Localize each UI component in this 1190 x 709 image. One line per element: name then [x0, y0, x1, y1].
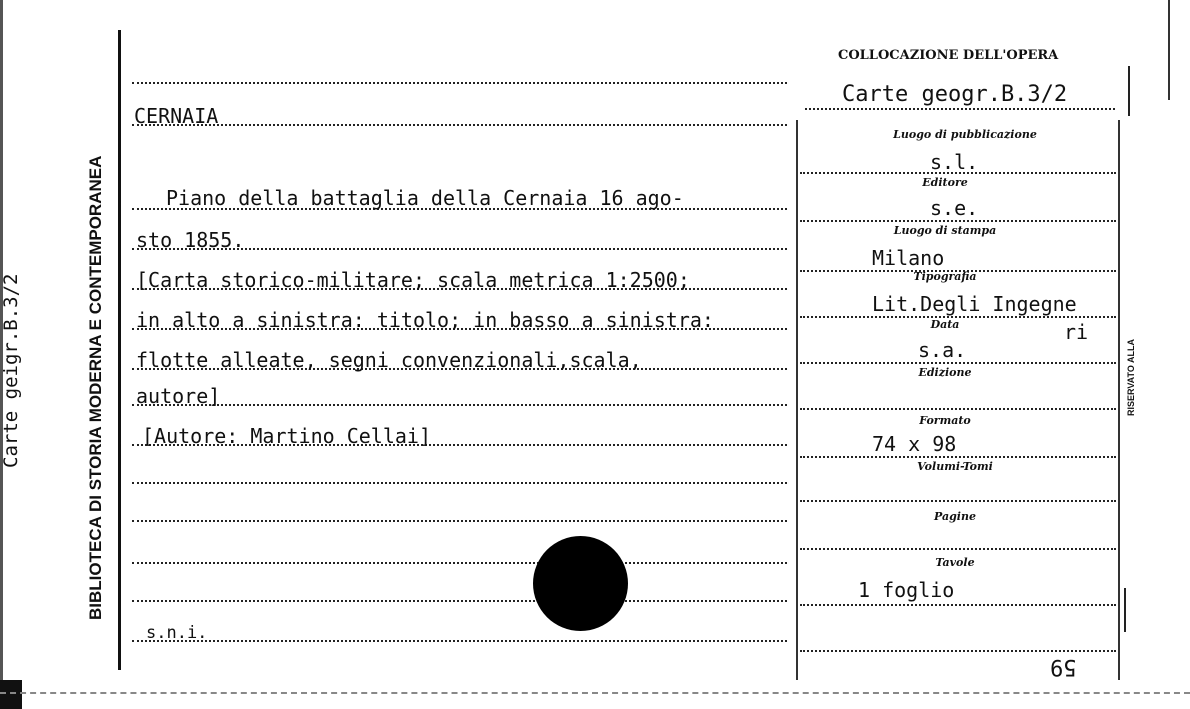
value-tavole: 1 foglio — [858, 578, 955, 602]
value-formato: 74 x 98 — [872, 432, 957, 456]
value-luogo-pubblicazione: s.l. — [930, 150, 979, 174]
label-volumi: Volumi-Tomi — [917, 460, 993, 473]
value-tipografia-cont: ri — [1064, 320, 1089, 344]
value-tipografia: Lit.Degli Ingegne — [872, 292, 1077, 316]
side-shelfmark: Carte geigr.B.3/2 — [0, 273, 22, 468]
card-number: 59 — [1050, 654, 1077, 679]
margin-note: RISERVATO ALLA — [1126, 338, 1136, 416]
left-edge-mark — [0, 680, 22, 709]
left-frame-line — [118, 30, 121, 670]
label-luogo-stampa: Luogo di stampa — [893, 224, 997, 237]
right-bracket-bottom — [1124, 588, 1138, 632]
label-luogo-pubblicazione: Luogo di pubblicazione — [893, 128, 1037, 141]
record-line-7: [Autore: Martino Cellai] — [142, 424, 431, 448]
value-editore: s.e. — [930, 196, 979, 220]
footer-code: s.n.i. — [146, 623, 208, 643]
label-formato: Formato — [919, 414, 971, 427]
right-frame-line — [1118, 120, 1120, 680]
value-luogo-stampa: Milano — [872, 246, 945, 270]
middle-frame-line — [796, 120, 798, 680]
record-line-6: autore] — [136, 384, 221, 408]
record-heading: CERNAIA — [134, 104, 219, 128]
placement-header: COLLOCAZIONE DELL'OPERA — [838, 48, 1059, 63]
record-line-1: Piano della battaglia della Cernaia 16 ago- — [166, 186, 684, 210]
far-right-line — [1168, 0, 1170, 100]
record-line-3: [Carta storico-militare; scala metrica 1:2500; — [136, 268, 690, 292]
label-edizione: Edizione — [918, 366, 972, 379]
record-line-5: flotte alleate, segni convenzionali,scala, — [136, 348, 642, 372]
record-line-2: sto 1855. — [136, 228, 245, 252]
label-data: Data — [930, 318, 960, 331]
placement-value: Carte geogr.B.3/2 — [842, 82, 1068, 107]
label-editore: Editore — [922, 176, 968, 189]
placement-underline — [805, 108, 1115, 110]
label-pagine: Pagine — [934, 510, 976, 523]
value-data: s.a. — [918, 338, 967, 362]
record-line-4: in alto a sinistra: titolo; in basso a sinistra: — [136, 308, 714, 332]
punch-hole — [533, 536, 628, 631]
label-tavole: Tavole — [935, 556, 975, 569]
right-bracket-top — [1124, 66, 1130, 116]
label-tipografia: Tipografia — [913, 270, 977, 283]
library-name: BIBLIOTECA DI STORIA MODERNA E CONTEMPORANEA — [86, 155, 105, 620]
bottom-edge-line — [0, 692, 1190, 694]
